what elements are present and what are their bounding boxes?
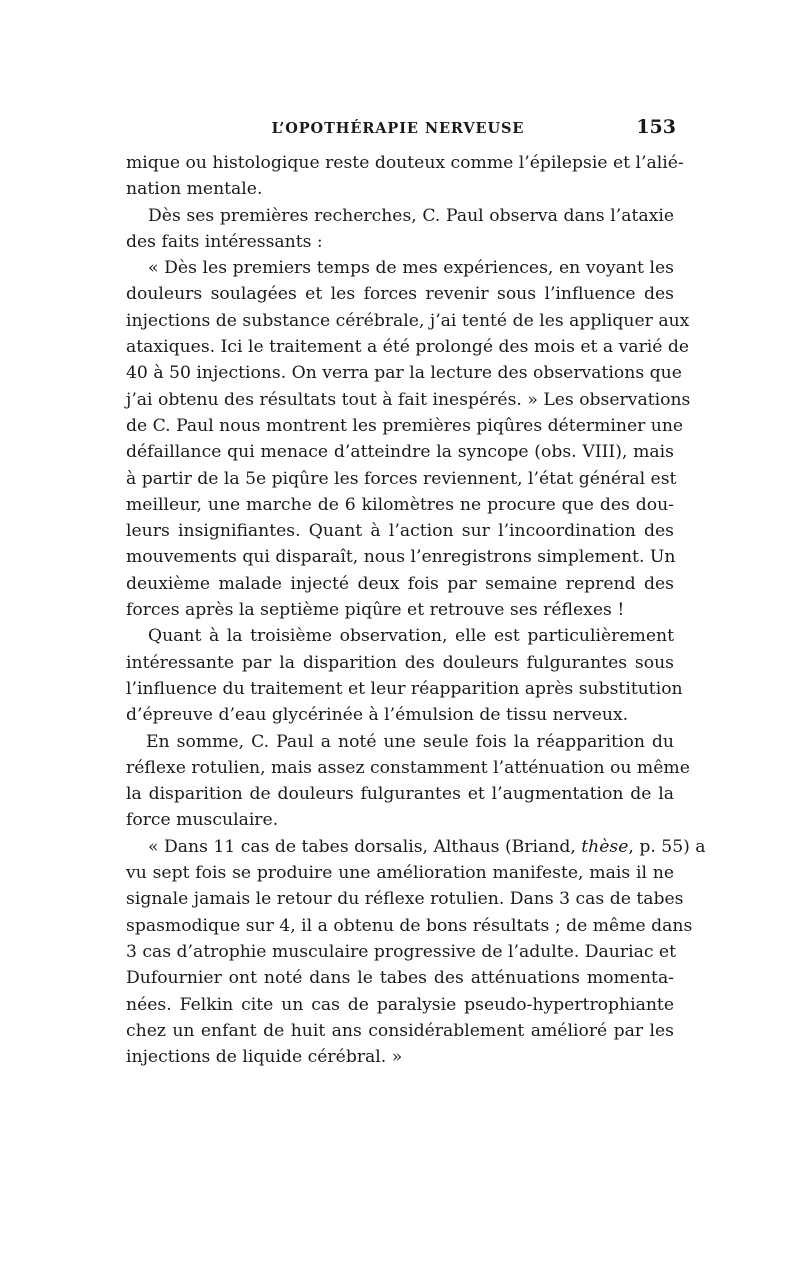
text-line-with-italic bbox=[126, 834, 706, 860]
text-line: la disparition de douleurs fulgurantes et l’augmentation de la bbox=[126, 784, 674, 805]
text-line: leurs insignifiantes. Quant à l’action sur l’incoordination des bbox=[126, 521, 674, 542]
text-line: l’influence du traitement et leur réapparition après substitution bbox=[126, 678, 683, 699]
text-line: Dès ses premières recherches, C. Paul observa dans l’ataxie bbox=[148, 205, 674, 226]
text-line: à partir de la 5e piqûre les forces reviennent, l’état général est bbox=[126, 468, 677, 489]
text-line: deuxième malade injecté deux fois par semaine reprend des bbox=[126, 573, 674, 594]
text-line: signale jamais le retour du réflexe rotulien. Dans 3 cas de tabes bbox=[126, 889, 684, 910]
text-line: forces après la septième piqûre et retrouve ses réflexes ! bbox=[126, 600, 625, 621]
italic-word: thèse bbox=[581, 836, 629, 857]
text-line: 3 cas d’atrophie musculaire progressive de l’adulte. Dauriac et bbox=[126, 941, 676, 962]
text-line: mouvements qui disparaît, nous l’enregistrons simplement. Un bbox=[126, 547, 676, 568]
text-line: intéressante par la disparition des douleurs fulgurantes sous bbox=[126, 652, 674, 673]
text-line: ataxiques. Ici le traitement a été prolongé des mois et a varié de bbox=[126, 337, 690, 358]
text-line: Dufournier ont noté dans le tabes des atténuations momenta- bbox=[126, 968, 674, 989]
text-line: meilleur, une marche de 6 kilomètres ne procure que des dou- bbox=[126, 494, 674, 515]
text-segment: « Dans 11 cas de tabes dorsalis, Althaus (Briand, bbox=[148, 836, 582, 857]
text-line: force musculaire. bbox=[126, 810, 279, 831]
text-segment: , p. 55) a bbox=[628, 836, 706, 857]
text-line: 40 à 50 injections. On verra par la lecture des observations que bbox=[126, 363, 682, 384]
text-line: douleurs soulagées et les forces revenir sous l’influence des bbox=[126, 284, 674, 305]
text-line: réflexe rotulien, mais assez constamment l’atténuation ou même bbox=[126, 757, 690, 778]
text-line: d’épreuve d’eau glycérinée à l’émulsion de tissu nerveux. bbox=[126, 705, 629, 726]
text-line: Quant à la troisième observation, elle est particulièrement bbox=[148, 626, 674, 647]
text-line: défaillance qui menace d’atteindre la syncope (obs. VIII), mais bbox=[126, 442, 674, 463]
text-line: En somme, C. Paul a noté une seule fois la réapparition du bbox=[146, 731, 674, 752]
text-line: des faits intéressants : bbox=[126, 231, 323, 252]
text-line: « Dès les premiers temps de mes expériences, en voyant les bbox=[148, 258, 674, 279]
running-title: L’OPOTHÉRAPIE NERVEUSE bbox=[271, 120, 525, 137]
text-line: injections de liquide cérébral. » bbox=[126, 1047, 403, 1068]
body-text bbox=[126, 150, 706, 1070]
text-line: nées. Felkin cite un cas de paralysie pseudo-hypertrophiante bbox=[126, 994, 674, 1015]
text-line: j’ai obtenu des résultats tout à fait inespérés. » Les observations bbox=[126, 389, 691, 410]
page-number: 153 bbox=[636, 116, 676, 138]
text-line: mique ou histologique reste douteux comme l’épilepsie et l’alié- bbox=[126, 153, 684, 173]
text-line: chez un enfant de huit ans considérablement amélioré par les bbox=[126, 1020, 674, 1041]
text-line: nation mentale. bbox=[126, 179, 263, 200]
text-line: de C. Paul nous montrent les premières piqûres déterminer une bbox=[126, 415, 684, 436]
text-line: spasmodique sur 4, il a obtenu de bons résultats ; de même dans bbox=[126, 915, 693, 936]
running-head bbox=[120, 116, 676, 142]
text-line: vu sept fois se produire une amélioration manifeste, mais il ne bbox=[126, 863, 674, 884]
text-line: injections de substance cérébrale, j’ai tenté de les appliquer aux bbox=[126, 310, 690, 331]
